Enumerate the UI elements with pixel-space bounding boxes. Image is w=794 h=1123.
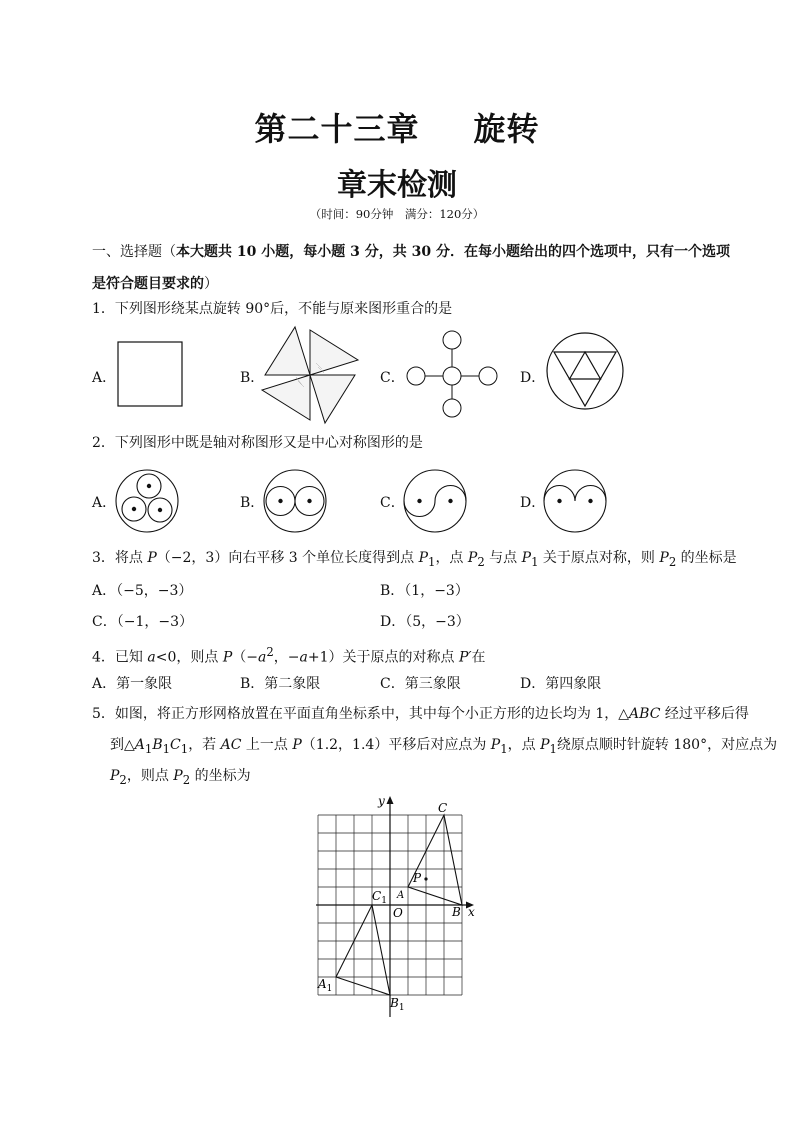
- triangle-abc: [408, 815, 462, 905]
- q3-option-a[interactable]: A．（−5，−3）: [92, 583, 193, 599]
- q4-option-a[interactable]: A．第一象限: [92, 676, 173, 692]
- triangle-a1b1c1: [336, 905, 390, 995]
- heart-eyes-figure-icon: [542, 468, 608, 534]
- question-2: 2．下列图形中既是轴对称图形又是中心对称图形的是: [92, 435, 423, 451]
- yinyang-figure-icon: [402, 468, 468, 534]
- question-5-line-2: 到$\triangle A_1B_1C_1$，若 AC 上一点 P（1.2，1.4）平移后对应点为 $P_1$，点 $P_1$绕原点顺时针旋转 180°，对应点为: [110, 737, 778, 756]
- label-b1: $B_1$: [390, 996, 405, 1013]
- page-title: [0, 104, 794, 150]
- x-axis-label: x: [468, 905, 475, 919]
- triangle-in-circle-figure-icon: [544, 330, 626, 412]
- page-subtitle: 章末检测: [337, 168, 457, 203]
- label-a: A: [397, 890, 405, 901]
- q2-option-a[interactable]: A．: [92, 495, 117, 511]
- label-c: C: [438, 801, 448, 815]
- pinwheel-figure-icon: [260, 325, 360, 425]
- question-5-line-1: 5．如图，将正方形网格放置在平面直角坐标系中，其中每个小正方形的边长均为 1，△ABC 经过平移后得: [92, 706, 749, 722]
- q3-option-d[interactable]: D．（5，−3）: [380, 614, 470, 630]
- label-c1: $C_1$: [372, 889, 387, 906]
- three-circles-figure-icon: [114, 468, 180, 534]
- square-figure-icon: [116, 340, 186, 410]
- label-p: P: [413, 871, 422, 885]
- q1-option-b[interactable]: B．: [240, 370, 265, 386]
- title-chapter: 第二十三章: [254, 110, 420, 148]
- q2-option-d[interactable]: D．: [520, 495, 546, 511]
- cross-circles-figure-icon: [402, 328, 502, 420]
- q3-option-b[interactable]: B．（1，−3）: [380, 583, 469, 599]
- coordinate-grid-figure: [310, 792, 490, 1024]
- q3-option-c[interactable]: C．（−1，−3）: [92, 614, 193, 630]
- q1-option-d[interactable]: D．: [520, 370, 546, 386]
- section-heading: 一、选择题（本大题共 10 小题，每小题 3 分，共 30 分．在每小题给出的四个选项中，只有一个选项是符合题目要求的）: [92, 244, 730, 292]
- two-eyes-figure-icon: [262, 468, 328, 534]
- q4-option-b[interactable]: B．第二象限: [240, 676, 321, 692]
- q4-option-d[interactable]: D．第四象限: [520, 676, 602, 692]
- title-topic: 旋转: [473, 110, 540, 148]
- label-a1: $A_1$: [318, 977, 333, 994]
- label-b: B: [452, 905, 461, 919]
- origin-label: O: [393, 906, 403, 920]
- point-p: [424, 877, 427, 880]
- q1-option-c[interactable]: C．: [380, 370, 405, 386]
- y-axis-label: y: [378, 794, 385, 808]
- y-axis-arrow-icon: [387, 796, 394, 804]
- q2-option-c[interactable]: C．: [380, 495, 405, 511]
- time-info: （时间：90分钟 满分：120分）: [309, 207, 485, 221]
- q4-option-c[interactable]: C．第三象限: [380, 676, 461, 692]
- question-3: 3．将点 P（−2，3）向右平移 3 个单位长度得到点 $P_1$，点 $P_2$ 与点 $P_1$ 关于原点对称，则 $P_2$ 的坐标是: [92, 550, 737, 569]
- question-1: 1．下列图形绕某点旋转 90°后，不能与原来图形重合的是: [92, 301, 453, 317]
- q2-option-b[interactable]: B．: [240, 495, 265, 511]
- question-4: 4．已知 a<0，则点 $P(-a^2$，−a+1）关于原点的对称点 P′在: [92, 645, 486, 666]
- question-5-line-3: $P_2$，则点 $P_2$ 的坐标为: [110, 768, 251, 787]
- q1-option-a[interactable]: A．: [92, 370, 117, 386]
